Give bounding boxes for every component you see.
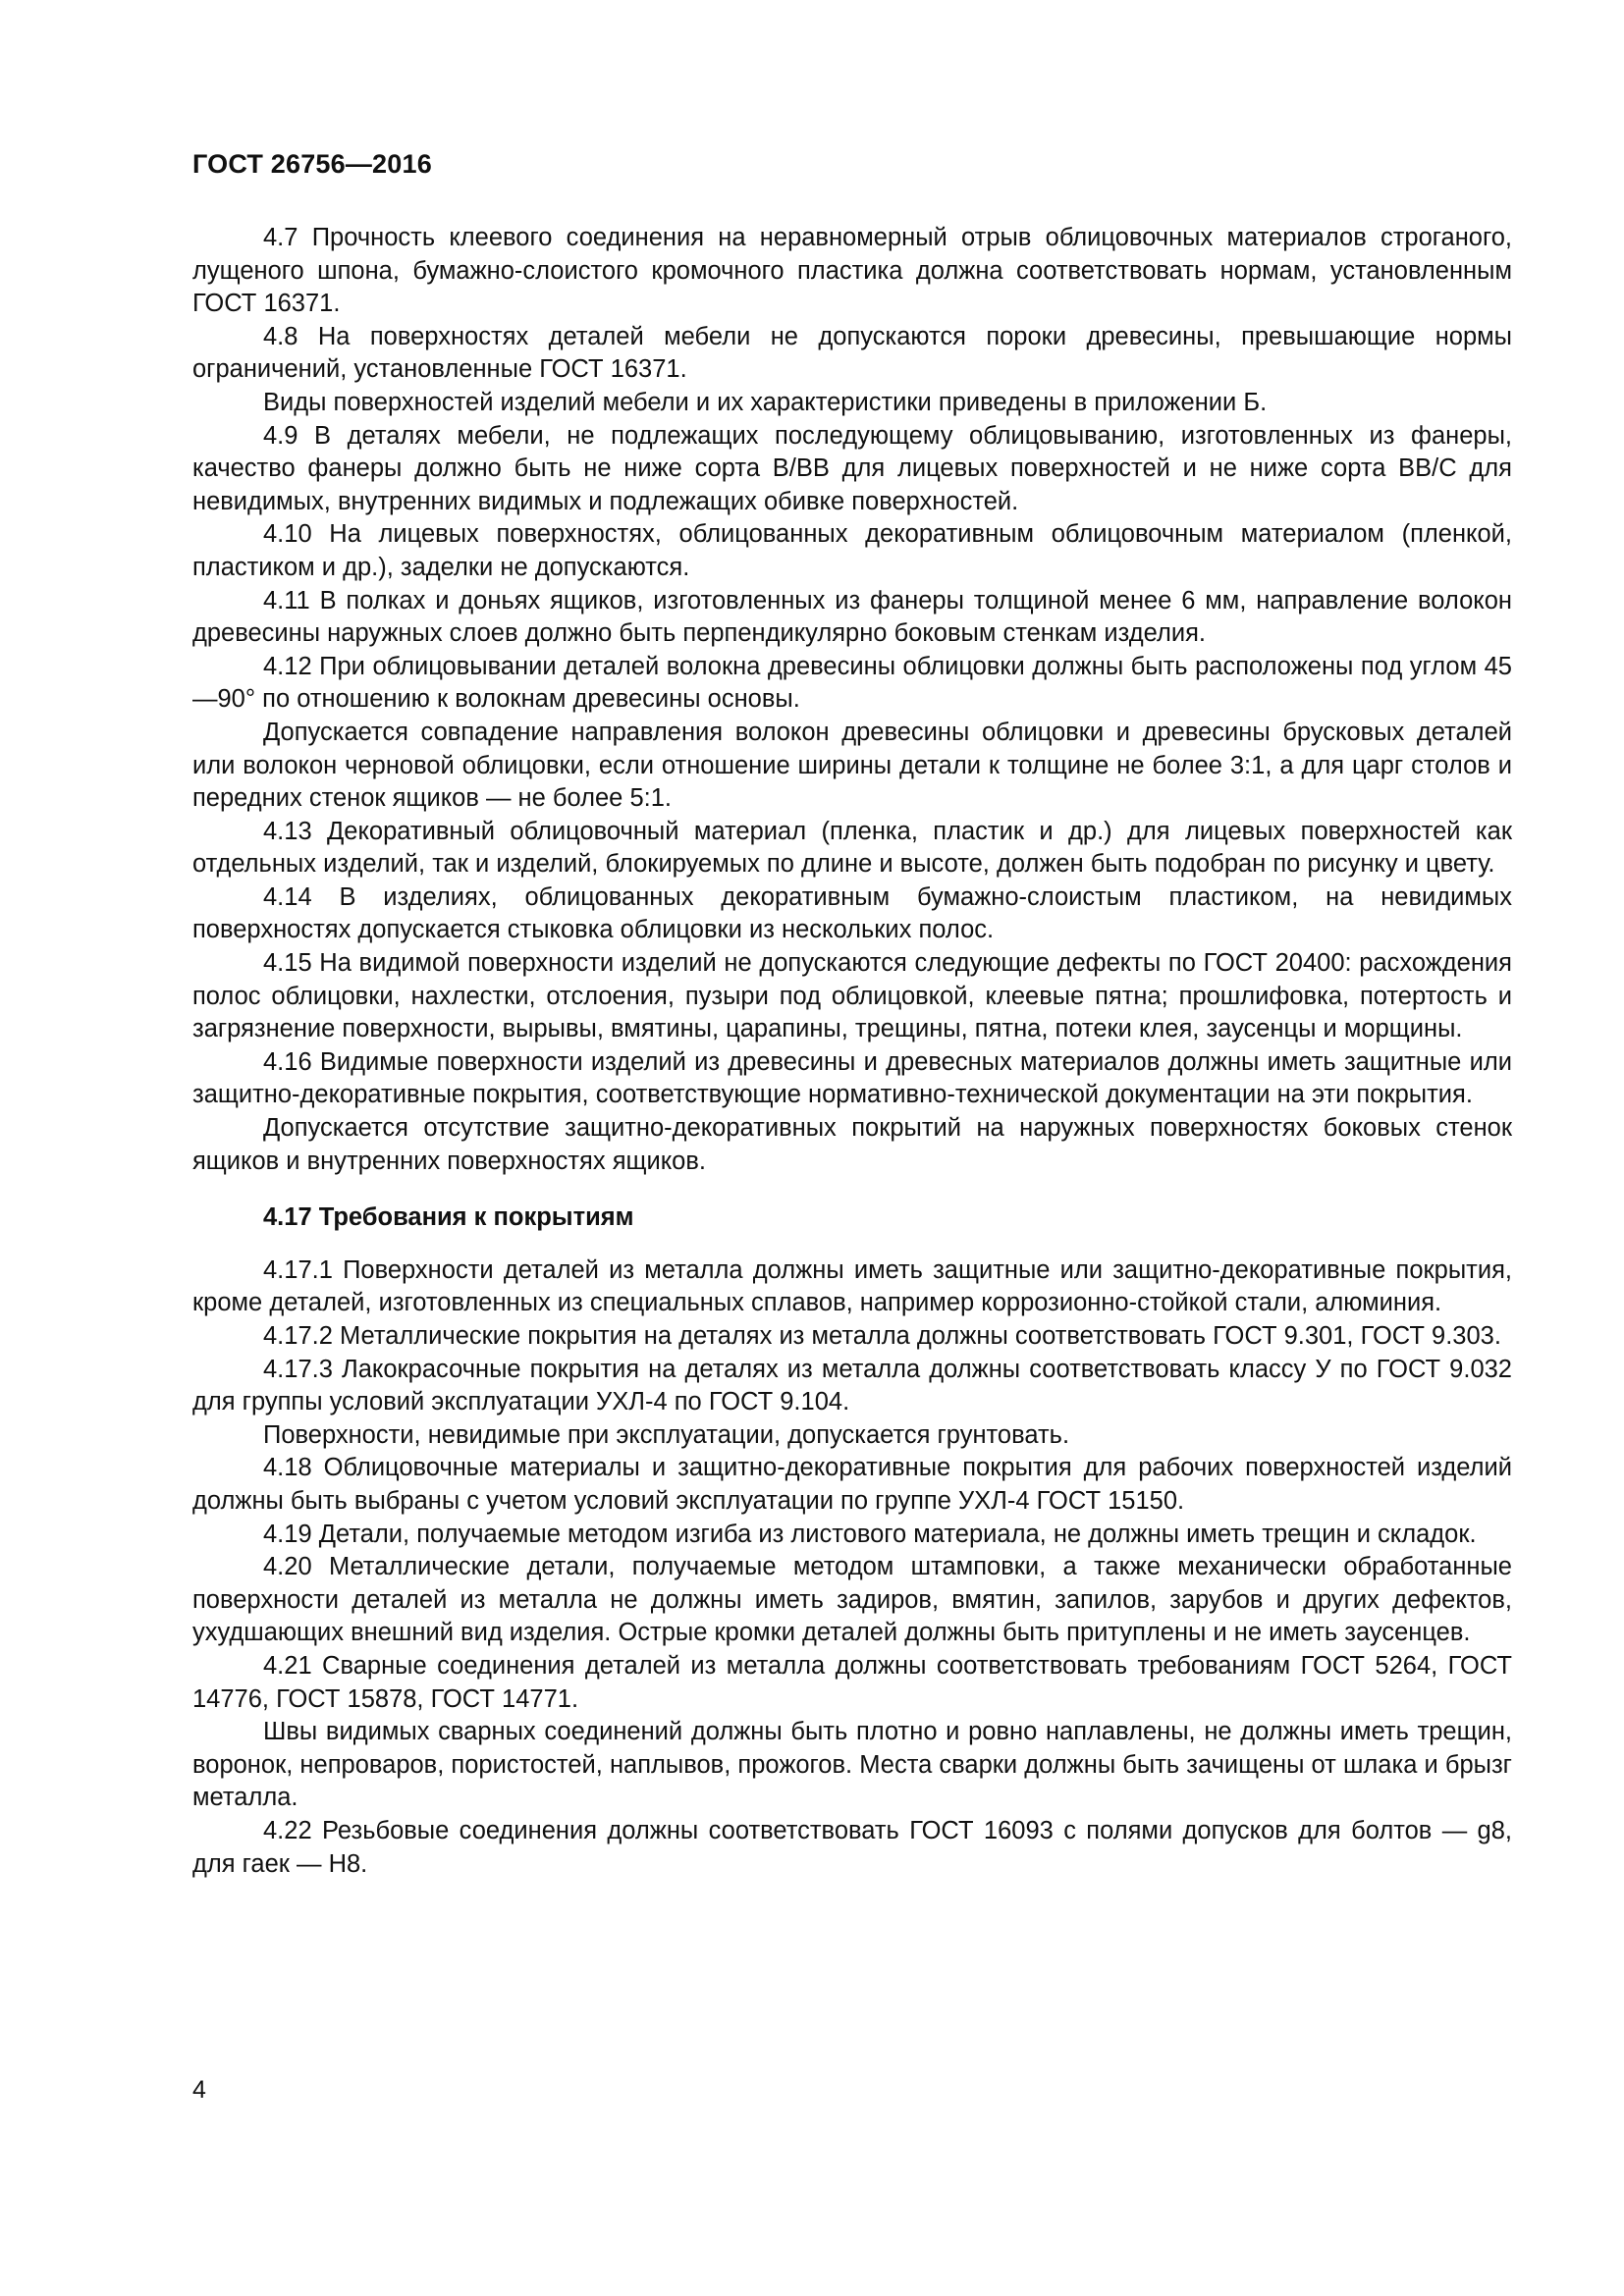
document-body [192, 222, 1512, 1881]
paragraph: 4.7 Прочность клеевого соединения на неравномерный отрыв облицовочных материалов строганого, лущеного шпона, бумажно-слоистого кромочного пластика должна соответствовать нормам, установленным ГОСТ 16371. [192, 224, 1512, 318]
paragraph: 4.16 Видимые поверхности изделий из древесины и древесных материалов должны иметь защитные или защитно-декоративные покрытия, соответствующие нормативно-технической документации на эти покрытия. [192, 1047, 1512, 1109]
paragraph: 4.17.1 Поверхности деталей из металла должны иметь защитные или защитно-декоративные покрытия, кроме деталей, изготовленных из специальных сплавов, например коррозионно-стойкой стали, алюминия. [192, 1255, 1512, 1317]
paragraph: 4.17.2 Металлические покрытия на деталях из металла должны соответствовать ГОСТ 9.301, ГОСТ 9.303. [263, 1322, 1501, 1350]
paragraph: 4.10 На лицевых поверхностях, облицованных декоративным облицовочным материалом (пленкой, пластиком и др.), заделки не допускаются. [192, 520, 1512, 581]
paragraph: Поверхности, невидимые при эксплуатации, допускается грунтовать. [263, 1420, 1070, 1449]
paragraph-list-bottom [192, 1255, 1512, 1881]
paragraph: 4.12 При облицовывании деталей волокна древесины облицовки должны быть расположены под углом 45—90° по отношению к волокнам древесины основы. [192, 652, 1512, 714]
paragraph: 4.20 Металлические детали, получаемые методом штамповки, а также механически обработанные поверхности деталей из металла не должны иметь задиров, вмятин, запилов, зарубов и других дефектов, ухудшающих внешний вид изделия. Острые кромки деталей должны быть притуплены и не иметь заусенцев. [192, 1553, 1512, 1647]
paragraph: Допускается совпадение направления волокон древесины облицовки и древесины брусковых деталей или волокон черновой облицовки, если отношение ширины детали к толщине не более 3:1, а для царг столов и передних стенок ящиков — не более 5:1. [192, 718, 1512, 813]
paragraph-list-top [192, 222, 1512, 1178]
paragraph: 4.8 На поверхностях деталей мебели не допускаются пороки древесины, превышающие нормы ограничений, установленные ГОСТ 16371. [192, 322, 1512, 384]
paragraph: 4.22 Резьбовые соединения должны соответствовать ГОСТ 16093 с полями допусков для болтов — g8, для гаек — H8. [192, 1816, 1512, 1878]
paragraph: 4.18 Облицовочные материалы и защитно-декоративные покрытия для рабочих поверхностей изделий должны быть выбраны с учетом условий эксплуатации по группе УХЛ-4 ГОСТ 15150. [192, 1454, 1512, 1515]
paragraph: Виды поверхностей изделий мебели и их характеристики приведены в приложении Б. [263, 388, 1268, 416]
paragraph: 4.15 На видимой поверхности изделий не допускаются следующие дефекты по ГОСТ 20400: расхождения полос облицовки, нахлестки, отслоения, пузыри под облицовкой, клеевые пятна; прошлифовка, потертость и загрязнение поверхности, вырывы, вмятины, царапины, трещины, пятна, потеки клея, заусенцы и морщины. [192, 949, 1512, 1043]
paragraph: 4.19 Детали, получаемые методом изгиба из листового материала, не должны иметь трещин и складок. [263, 1520, 1477, 1548]
paragraph: 4.14 В изделиях, облицованных декоративным бумажно-слоистым пластиком, на невидимых поверхностях допускается стыковка облицовки из нескольких полос. [192, 882, 1512, 944]
paragraph: Швы видимых сварных соединений должны быть плотно и ровно наплавлены, не должны иметь трещин, воронок, непроваров, пористостей, наплывов, прожогов. Места сварки должны быть зачищены от шлака и брызг металла. [192, 1718, 1512, 1812]
document-header: ГОСТ 26756—2016 [192, 149, 432, 179]
paragraph: 4.17.3 Лакокрасочные покрытия на деталях из металла должны соответствовать классу У по ГОСТ 9.032 для группы условий эксплуатации УХЛ-4 по ГОСТ 9.104. [192, 1355, 1512, 1416]
paragraph: 4.21 Сварные соединения деталей из металла должны соответствовать требованиям ГОСТ 5264, ГОСТ 14776, ГОСТ 15878, ГОСТ 14771. [192, 1651, 1512, 1713]
paragraph: 4.9 В деталях мебели, не подлежащих последующему облицовыванию, изготовленных из фанеры, качество фанеры должно быть не ниже сорта В/ВВ для лицевых поверхностей и не ниже сорта ВВ/С для невидимых, внутренних видимых и подлежащих обивке поверхностей. [192, 421, 1512, 515]
paragraph: Допускается отсутствие защитно-декоративных покрытий на наружных поверхностях боковых стенок ящиков и внутренних поверхностях ящиков. [192, 1114, 1512, 1175]
paragraph: 4.11 В полках и доньях ящиков, изготовленных из фанеры толщиной менее 6 мм, направление волокон древесины наружных слоев должно быть перпендикулярно боковым стенкам изделия. [192, 586, 1512, 648]
section-title: 4.17 Требования к покрытиям [263, 1203, 634, 1232]
page-number: 4 [192, 2076, 206, 2104]
paragraph: 4.13 Декоративный облицовочный материал (пленка, пластик и др.) для лицевых поверхностей как отдельных изделий, так и изделий, блокируемых по длине и высоте, должен быть подобран по рисунку и цвету. [192, 817, 1512, 879]
